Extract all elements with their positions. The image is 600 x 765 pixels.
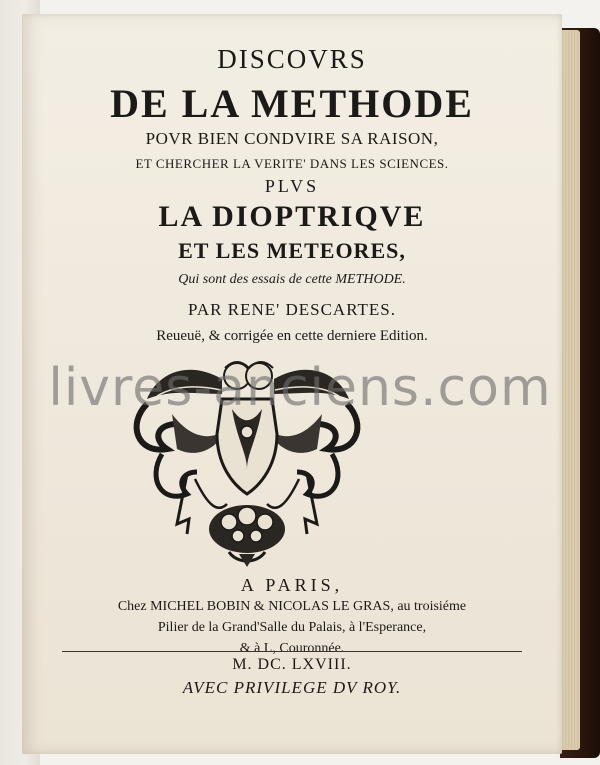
imprint-rule — [62, 651, 522, 652]
title-line-methode: DE LA METHODE — [110, 81, 474, 126]
imprint-year: M. DC. LXVIII. — [232, 656, 352, 673]
imprint-publisher-line3: & à L, Couronnée. — [239, 641, 345, 656]
imprint-place: A PARIS, — [240, 575, 344, 595]
subtitle-raison: POVR BIEN CONDVIRE SA RAISON, — [145, 129, 439, 148]
title-dioptrique: LA DIOPTRIQVE — [158, 200, 426, 233]
imprint-publisher-line2: Pilier de la Grand'Salle du Palais, à l'Esperance, — [157, 620, 427, 635]
title-line-discours: DISCOVRS — [217, 44, 367, 74]
edition-note: Reueuë, & corrigée en cette derniere Edition. — [156, 328, 428, 344]
subtitle-essais: Qui sont des essais de cette METHODE. — [178, 272, 406, 287]
watermark-text: livres-anciens.com — [48, 358, 552, 418]
title-meteores: ET LES METEORES, — [178, 238, 406, 263]
imprint-privilege: AVEC PRIVILEGE DV ROY. — [182, 678, 402, 697]
imprint-publisher-line1: Chez MICHEL BOBIN & NICOLAS LE GRAS, au troisiéme — [117, 599, 467, 614]
title-plus: PLVS — [264, 176, 320, 196]
author-line: PAR RENE' DESCARTES. — [188, 300, 396, 319]
subtitle-verite: ET CHERCHER LA VERITE' DANS LES SCIENCES. — [135, 156, 449, 171]
